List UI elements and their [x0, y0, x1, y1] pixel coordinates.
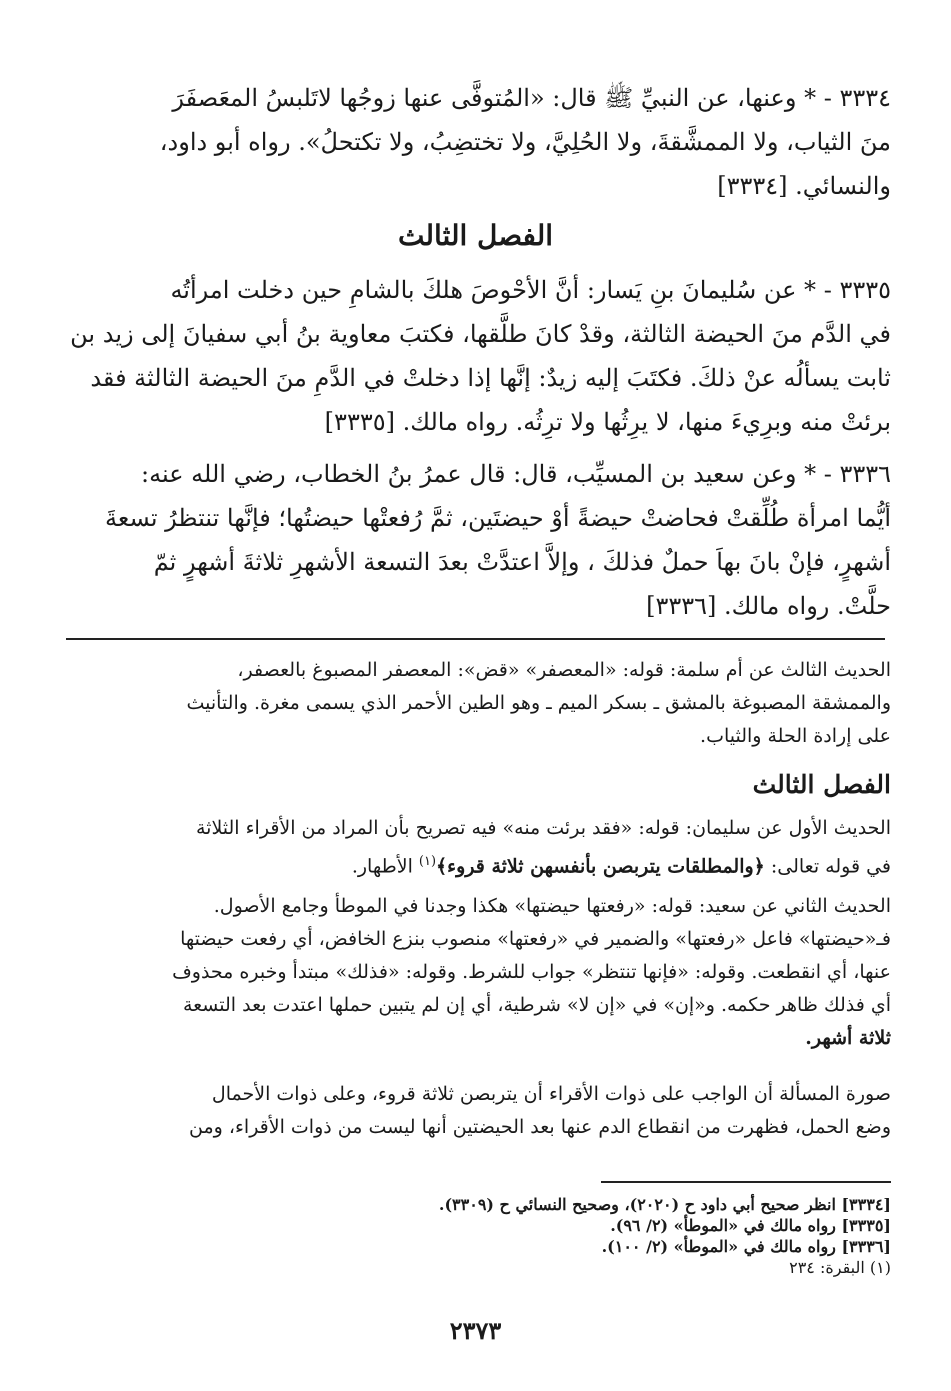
footnote-item: [٣٣٣٦] رواه مالك في «الموطأ» (٢/ ١٠٠). — [601, 1237, 891, 1256]
sharh-line: فـ«حيضتها» فاعل «رفعتها» والضمير في «رفعتها» منصوب بنزع الخافض، أي رفعت حيضتها — [180, 928, 891, 950]
footnote-marker: (١) — [418, 854, 437, 869]
sharh-paragraph-4 — [60, 1078, 891, 1144]
footnotes — [60, 1194, 891, 1278]
footnote-rule — [601, 1181, 891, 1183]
hadith-3335 — [60, 268, 891, 444]
hadith-line: ٣٣٣٤ - * وعنها، عن النبيِّ ﷺ قال: «المُتوفَّى عنها زوجُها لاتَلبسُ المعَصفَرَ — [172, 84, 891, 112]
footnote-item: [٣٣٣٤] انظر صحيح أبي داود ح (٢٠٢٠)، وصحيح النسائي ح (٣٣٠٩). — [438, 1195, 891, 1214]
hadith-line: برئتْ منه وبرِيءَ منها، لا يرِثُها ولا ترِثُه. رواه مالك. [٣٣٣٥] — [324, 408, 891, 436]
sharh-line: والممشقة المصبوغة بالمشق ـ بسكر الميم ـ وهو الطين الأحمر الذي يسمى مغرة. والتأنيث — [186, 692, 891, 714]
page-number: ٢٣٧٣ — [449, 1316, 502, 1345]
sharh-line: وضع الحمل، فظهرت من انقطاع الدم عنها بعد الحيضتين أنها ليست من ذوات الأقراء، ومن — [189, 1116, 891, 1138]
hadith-line: ثابت يسألُه عنْ ذلكَ. فكتَبَ إليه زيدٌ: إنَّها إذا دخلتْ في الدَّمِ منَ الحيضة الثالثة فقد — [90, 364, 891, 392]
sharh-line: ثلاثة أشهر. — [805, 1027, 891, 1049]
footnote-item: (١) البقرة: ٢٣٤ — [789, 1258, 891, 1277]
hadith-line: ٣٣٣٦ - * وعن سعيد بن المسيِّب، قال: قال عمرُ بنُ الخطاب، رضي الله عنه: — [141, 460, 891, 488]
sharh-heading: الفصل الثالث — [752, 770, 891, 799]
sharh-paragraph-1 — [60, 654, 891, 753]
footnote-item: [٣٣٣٥] رواه مالك في «الموطأ» (٢/ ٩٦). — [610, 1216, 891, 1235]
sharh-line: أي فذلك ظاهر حكمه. و«إن» في «إن لا» شرطية، أي إن لم يتبين حملها اعتدت بعد التسعة — [182, 994, 891, 1016]
hadith-line: حلَّتْ. رواه مالك. [٣٣٣٦] — [646, 592, 891, 620]
sharh-line: على إرادة الحلة والثياب. — [700, 725, 891, 747]
hadith-3334 — [60, 76, 891, 208]
sharh-line — [60, 845, 891, 883]
sharh-line: صورة المسألة أن الواجب على ذوات الأقراء أن يتربصن ثلاثة قروء، وعلى ذوات الأحمال — [211, 1083, 891, 1105]
divider-rule — [66, 638, 885, 640]
hadith-line: منَ الثياب، ولا الممشَّقةَ، ولا الحُلِيَّ، ولا تختضِبُ، ولا تكتحلُ». رواه أبو داود، — [159, 128, 891, 156]
hadith-line: ٣٣٣٥ - * عن سُليمانَ بنِ يَسار: أنَّ الأحْوصَ هلكَ بالشامِ حين دخلت امرأتُه — [170, 276, 891, 304]
hadith-line: أيُّما امرأة طُلِّقتْ فحاضتْ حيضةً أوْ حيضتَين، ثمَّ رُفعتْها حيضتُها؛ فإنَّها تنتظرُ تسعةَ — [105, 504, 891, 532]
section-heading: الفصل الثالث — [397, 219, 554, 252]
sharh-line: الحديث الأول عن سليمان: قوله: «فقد برئت منه» فيه تصريح بأن المراد من الأقراء الثلاثة — [195, 817, 891, 839]
hadith-line: والنسائي. [٣٣٣٤] — [717, 172, 891, 200]
sharh-paragraph-3 — [60, 890, 891, 1055]
hadith-line: في الدَّم منَ الحيضة الثالثة، وقدْ كانَ طلَّقها، فكتبَ معاوية بنُ أبي سفيانَ إلى زيد بن — [70, 320, 891, 348]
sharh-text: في قوله تعالى: — [764, 855, 891, 878]
quran-verse: ﴿والمطلقات يتربصن بأنفسهن ثلاثة قروء﴾ — [436, 855, 765, 878]
sharh-line: عنها، أي انقطعت. وقوله: «فإنها تنتظر» جواب للشرط. وقوله: «فذلك» مبتدأ وخبره محذوف — [172, 961, 891, 983]
hadith-line: أشهرٍ، فإنْ بانَ بهاَ حملٌ فذلكَ ، وإلاَّ اعتدَّتْ بعدَ التسعة الأشهرِ ثلاثةَ أشهرٍ ثمّ — [153, 548, 891, 576]
sharh-text: الأطهار. — [351, 855, 419, 878]
sharh-line: الحديث الثاني عن سعيد: قوله: «رفعتها حيضتها» هكذا وجدنا في الموطأ وجامع الأصول. — [213, 895, 891, 917]
hadith-3336 — [60, 452, 891, 628]
sharh-line: الحديث الثالث عن أم سلمة: قوله: «المعصفر» «قض»: المعصفر المصبوغ بالعصفر، — [237, 659, 891, 681]
sharh-paragraph-2 — [60, 812, 891, 883]
